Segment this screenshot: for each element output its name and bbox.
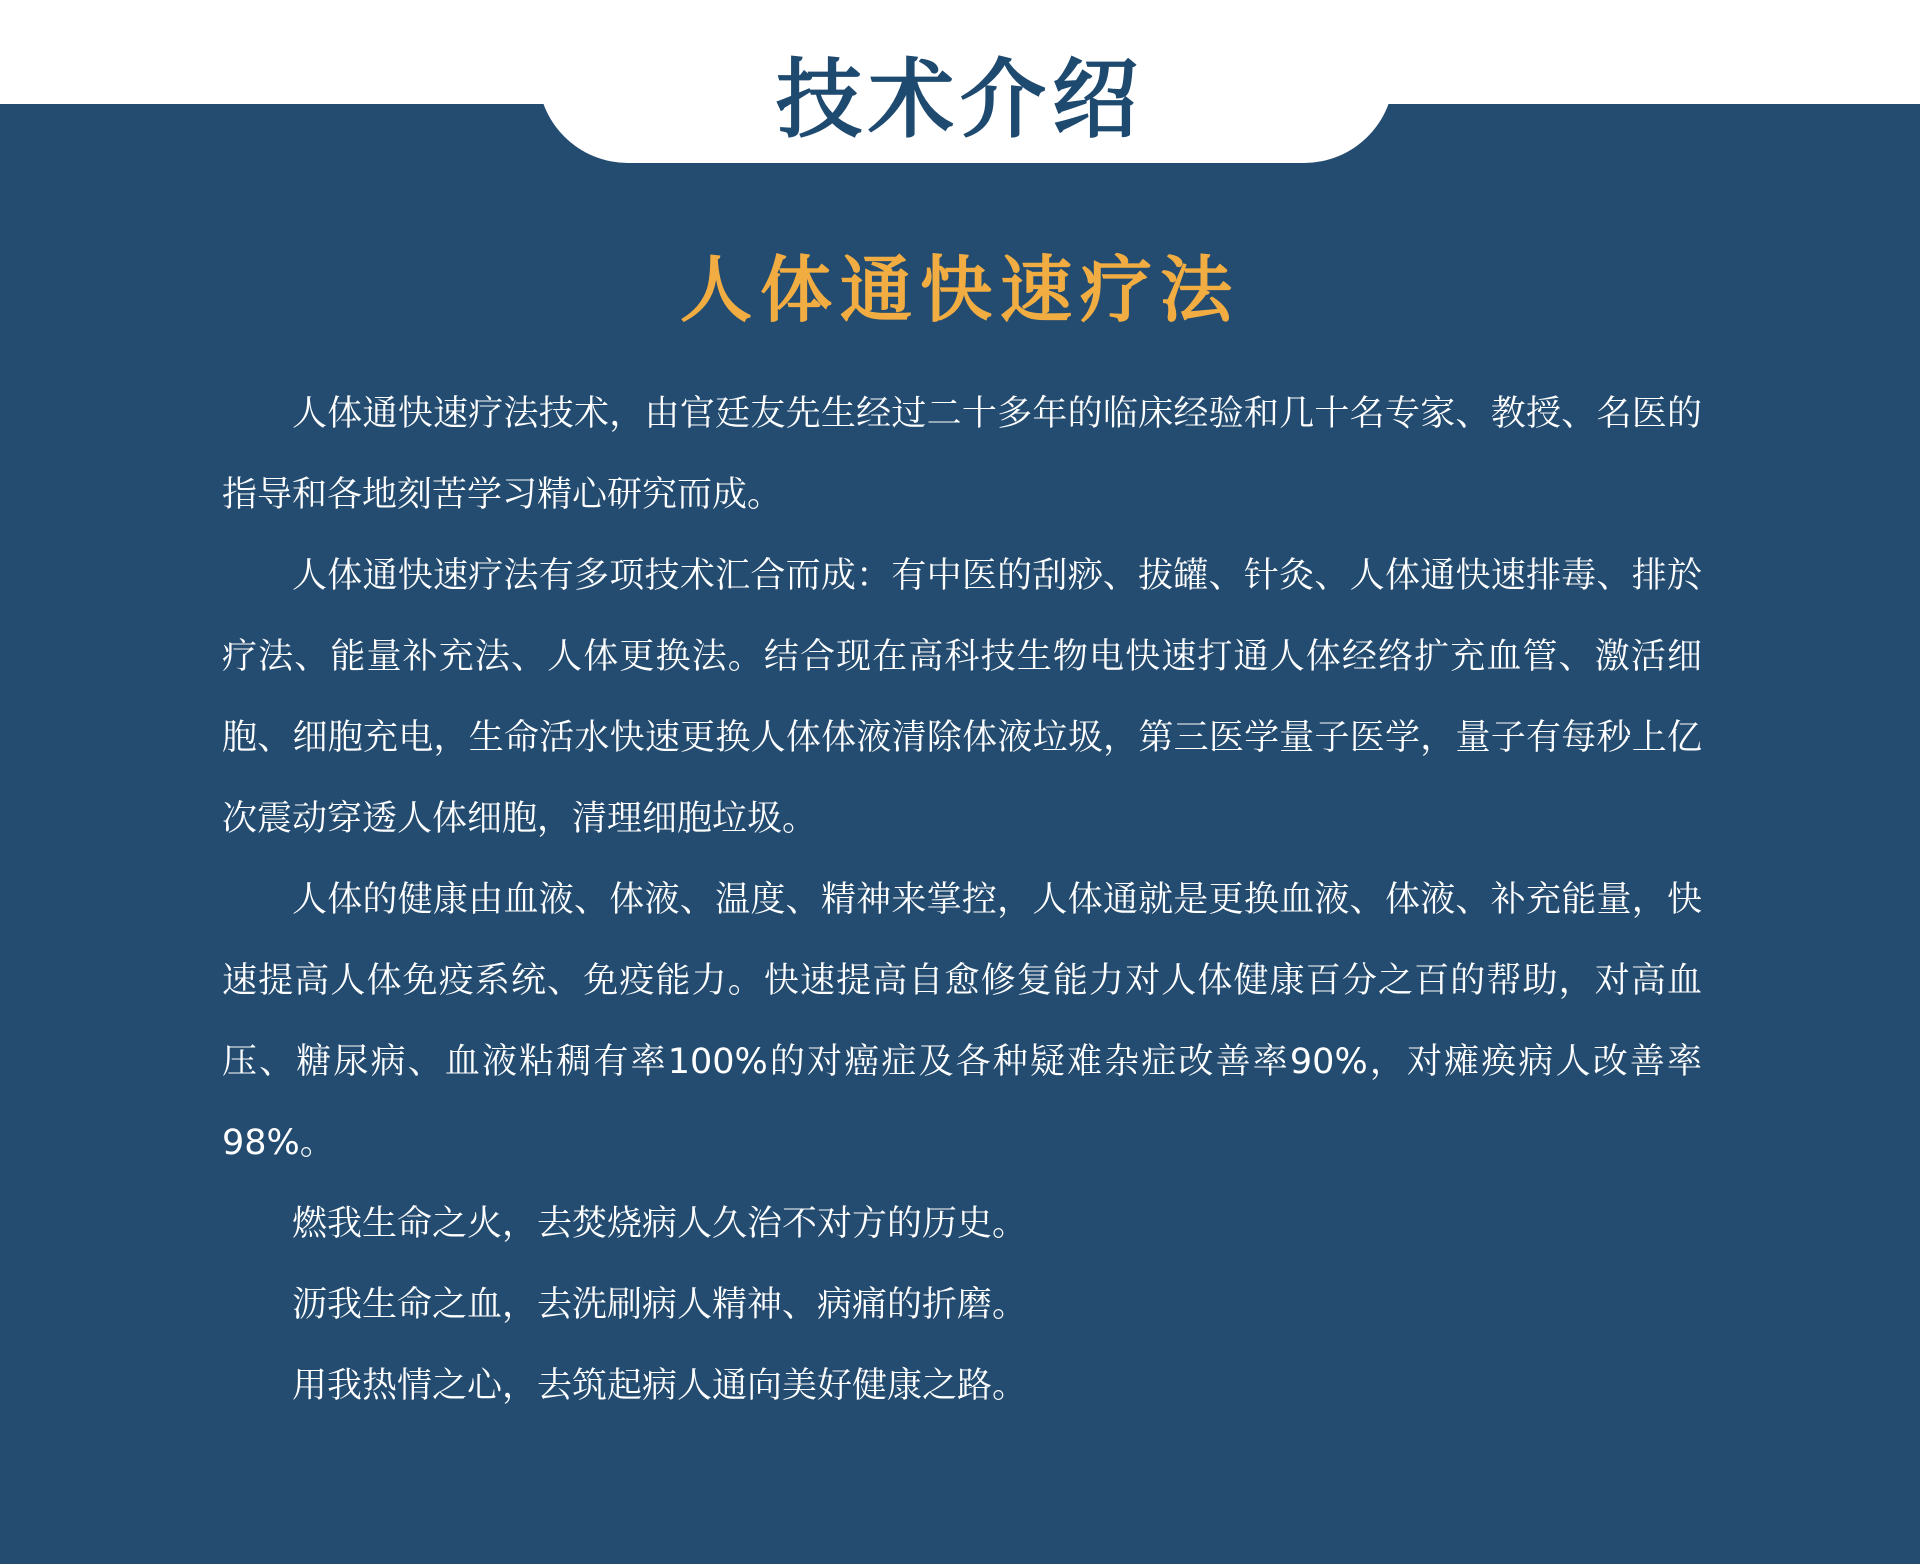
paragraph-health: 人体的健康由血液、体液、温度、精神来掌控，人体通就是更换血液、体液、补充能量，快速提高人体免疫系统、免疫能力。快速提高自愈修复能力对人体健康百分之百的帮助，对高血压、糖尿病、血液粘稠有率100%的对癌症及各种疑难杂症改善率90%，对瘫痪病人改善率98%。 <box>222 880 1702 1163</box>
section-title: 人体通快速疗法 <box>679 248 1240 332</box>
paragraph-intro: 人体通快速疗法技术，由官廷友先生经过二十多年的临床经验和几十名专家、教授、名医的指导和各地刻苦学习精心研究而成。 <box>222 394 1702 515</box>
paragraph-motto-blood: 沥我生命之血，去洗刷病人精神、病痛的折磨。 <box>292 1285 1028 1325</box>
page-title: 技术介绍 <box>776 49 1144 150</box>
paragraph-techniques: 人体通快速疗法有多项技术汇合而成：有中医的刮痧、拔罐、针灸、人体通快速排毒、排於疗法、能量补充法、人体更换法。结合现在高科技生物电快速打通人体经络扩充血管、激活细胞、细胞充电，生命活水快速更换人体体液清除体液垃圾，第三医学量子医学，量子有每秒上亿次震动穿透人体细胞，清理细胞垃圾。 <box>222 556 1702 839</box>
paragraph-motto-heart: 用我热情之心，去筑起病人通向美好健康之路。 <box>292 1366 1028 1406</box>
body-text <box>222 374 1702 1427</box>
paragraph-motto-fire: 燃我生命之火，去焚烧病人久治不对方的历史。 <box>292 1204 1028 1244</box>
